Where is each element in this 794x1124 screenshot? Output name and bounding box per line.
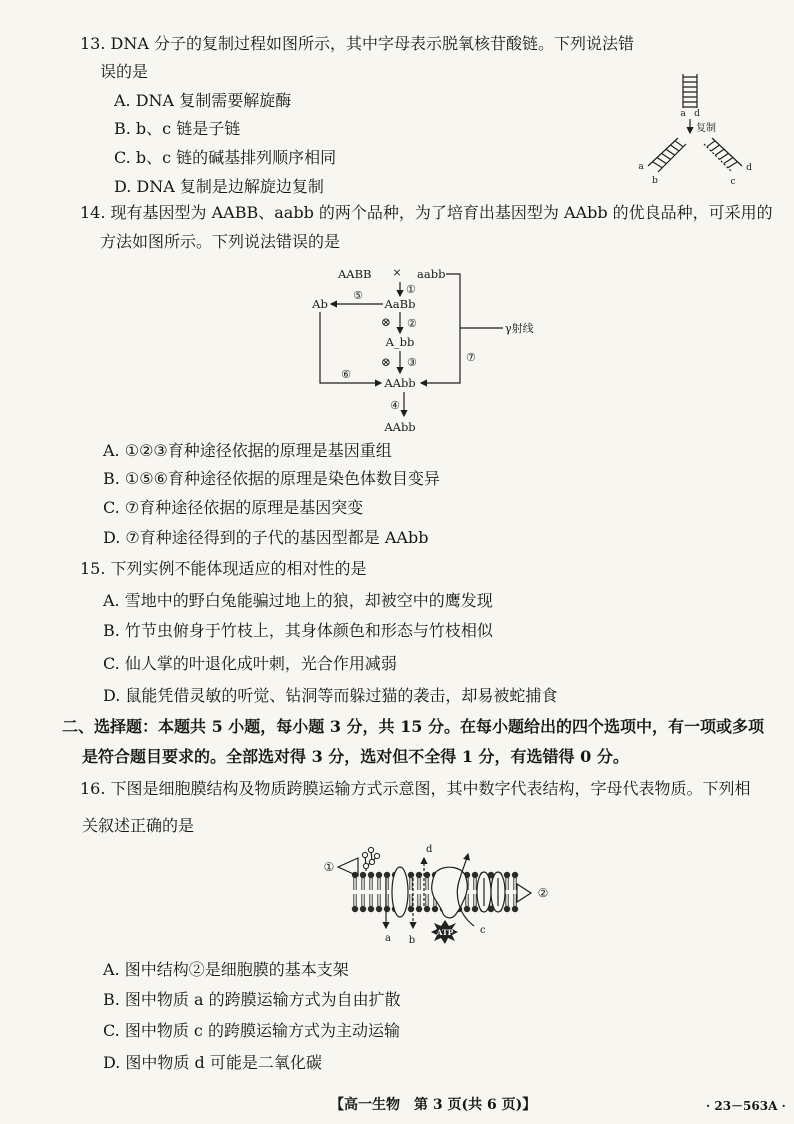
q13-option-a: A. DNA 复制需要解旋酶 [114,91,292,110]
substance-d-label: d [426,844,433,855]
label-replication: 复制 [696,123,716,134]
structure-1-label: ① [323,860,335,874]
q16-stem-line1: 16. 下图是细胞膜结构及物质跨膜运输方式示意图，其中数字代表结构，字母代表物质。下列相 [80,779,751,798]
q16-stem-line2: 关叙述正确的是 [82,816,195,835]
q14-option-c: C. ⑦育种途径依据的原理是基因突变 [103,498,364,517]
dna-replication-diagram [628,68,760,188]
substance-a-label: a [385,933,391,944]
f1-genotype: AaBb [384,297,416,311]
q16-option-b: B. 图中物质 a 的跨膜运输方式为自由扩散 [103,990,401,1009]
step6-label: ⑥ [341,368,351,381]
structure-2-label: ② [537,886,549,900]
selfing-symbol-2: ⊗ [380,355,392,369]
q16-option-d: D. 图中物质 d 可能是二氧化碳 [103,1053,322,1072]
parent2-genotype: aabb [417,267,446,281]
label-top-a: a [680,109,686,119]
q13-stem-line1: 13. DNA 分子的复制过程如图所示，其中字母表示脱氧核苷酸链。下列说法错 [80,34,635,53]
q13-stem-line2: 误的是 [100,62,149,81]
cross-symbol: × [392,266,402,279]
q15-stem: 15. 下列实例不能体现适应的相对性的是 [80,559,367,578]
sugar-unit [374,853,379,858]
sugar-unit [368,847,373,852]
cell-membrane-diagram [318,838,558,948]
q15-option-c: C. 仙人掌的叶退化成叶刺，光合作用减弱 [103,654,397,673]
q15-option-d: D. 鼠能凭借灵敏的听觉、钻洞等而躲过猫的袭击，却易被蛇捕食 [103,686,558,705]
label-left-b: b [652,176,658,186]
label-right-c: c [730,177,736,187]
step4-label: ④ [390,399,400,412]
q13-option-d: D. DNA 复制是边解旋边复制 [114,177,324,196]
sugar-unit [363,863,368,868]
step7-label: ⑦ [466,351,476,364]
parent1-genotype: AABB [338,267,372,281]
f3-genotype: AAbb [384,376,416,390]
breeding-diagram [300,262,550,438]
step1-label: ① [406,283,416,296]
q15-option-b: B. 竹节虫俯身于竹枝上，其身体颜色和形态与竹枝相似 [103,621,493,640]
right-rungs [707,141,738,168]
section2-instructions-line1: 二、选择题：本题共 5 小题，每小题 3 分，共 15 分。在每小题给出的四个选项中，有一项或多项 [62,717,764,736]
structure-2-pointer [517,884,531,902]
q14-option-b: B. ①⑤⑥育种途径依据的原理是染色体数目变异 [103,469,440,488]
left-inner-strand [658,144,686,172]
f2-genotype: A_bb [385,335,415,349]
q13-option-c: C. b、c 链的碱基排列顺序相同 [114,148,337,167]
step3-label: ③ [407,356,417,369]
atp-label: ATP [436,928,454,937]
section2-instructions-line2: 是符合题目要求的。全部选对得 3 分，选对但不全得 1 分，有选错得 0 分。 [82,747,629,766]
radiation-label: γ射线 [505,322,534,335]
step5-label: ⑤ [353,289,363,302]
q14-option-d: D. ⑦育种途径得到的子代的基因型都是 AAbb [103,528,429,547]
label-left-a: a [638,162,644,172]
right-inner-strand [704,144,732,172]
substance-c-label: c [480,925,486,936]
channel-protein-left [392,867,408,917]
q14-stem-line1: 14. 现有基因型为 AABB、aabb 的两个品种，为了培育出基因型为 AAbb 的优良品种，可采用的 [80,203,773,222]
left-rungs [653,141,684,168]
q13-option-b: B. b、c 链是子链 [114,119,241,138]
q14-option-a: A. ①②③育种途径依据的原理是基因重组 [103,441,392,460]
path-7-line [421,274,460,383]
exam-code: · 23－563A · [706,1099,786,1113]
q15-option-a: A. 雪地中的野白兔能骗过地上的狼，却被空中的鹰发现 [103,591,493,610]
q16-option-c: C. 图中物质 c 的跨膜运输方式为主动运输 [103,1021,400,1040]
haploid-genotype: Ab [312,297,328,311]
page-footer: 【高一生物 第 3 页(共 6 页)】 [330,1097,537,1113]
parent-rungs [683,77,697,107]
step2-label: ② [407,317,417,330]
label-top-d: d [694,109,700,119]
sugar-unit [362,852,367,857]
label-right-d: d [746,163,752,173]
substance-b-label: b [408,935,416,946]
q14-stem-line2: 方法如图所示。下列说法错误的是 [100,232,341,251]
q16-option-a: A. 图中结构②是细胞膜的基本支架 [103,960,349,979]
sugar-unit [369,859,374,864]
selfing-symbol-1: ⊗ [380,315,392,329]
final-genotype: AAbb [384,420,416,434]
